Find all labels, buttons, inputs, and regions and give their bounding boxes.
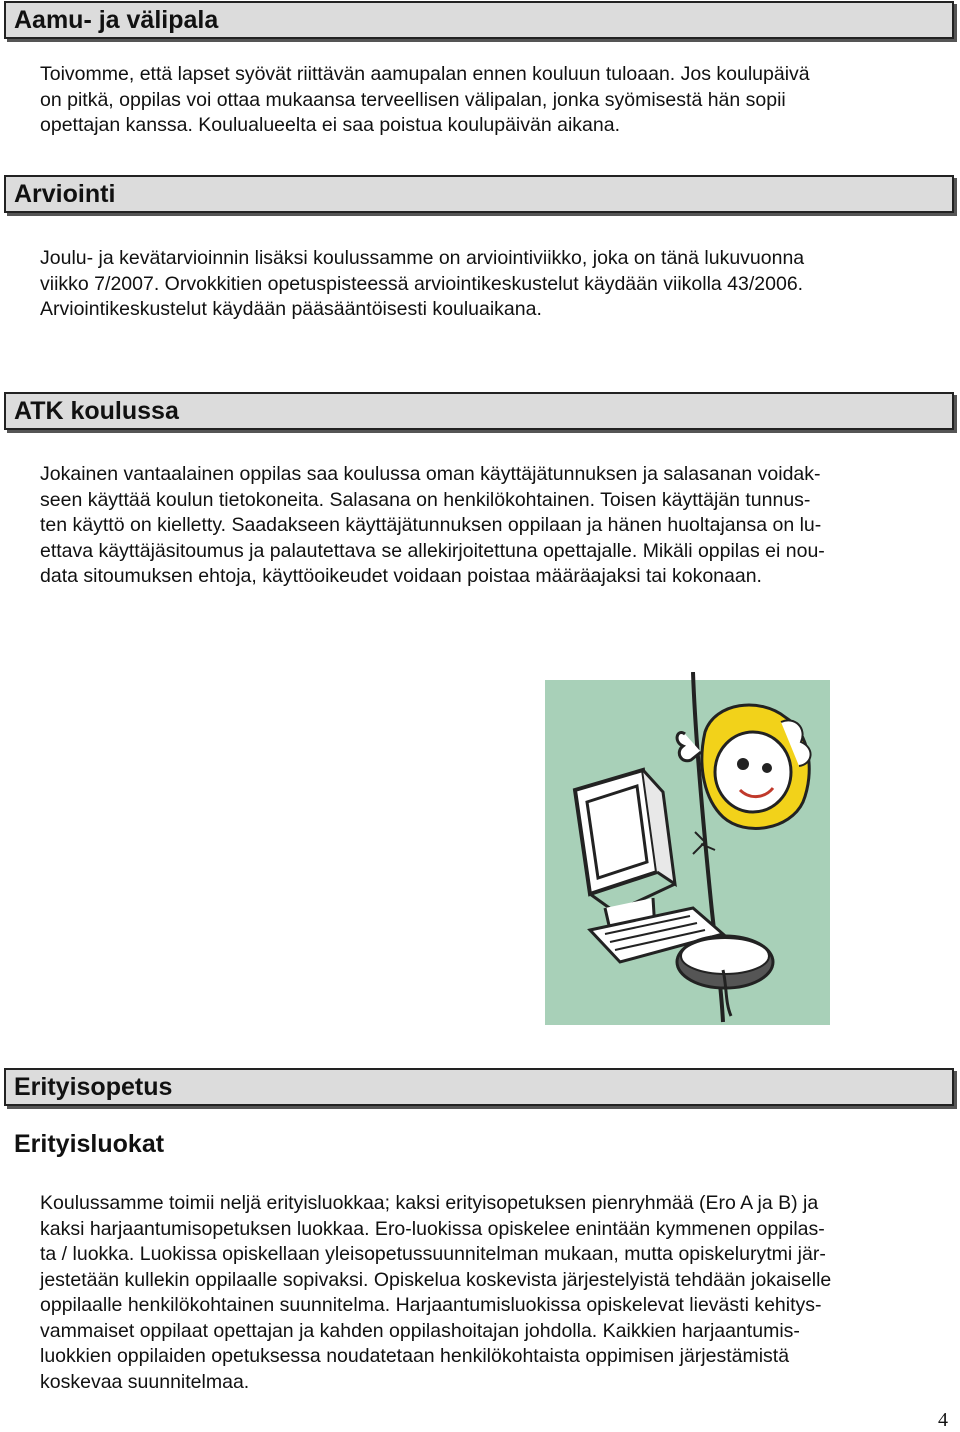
text-line: luokkien oppilaiden opetuksessa noudatetaan henkilökohtaista oppimisen järjestämistä (40, 1345, 790, 1367)
text-line: on pitkä, oppilas voi ottaa mukaansa terveellisen välipalan, jonka syömisestä hän sopii (40, 88, 786, 111)
text-line: kaksi harjaantumisopetuksen luokkaa. Ero-luokissa opiskelee enintään kymmenen oppilas- (40, 1217, 825, 1240)
text-line: viikko 7/2007. Orvokkitien opetuspisteessä arviointikeskustelut käydään viikolla 43/2006. (40, 272, 804, 295)
text-line: oppilaalle henkilökohtainen suunnitelma. Harjaantumisluokissa opiskelevat lievästi kehitys- (40, 1294, 822, 1316)
paragraph-atk (40, 462, 920, 590)
page-number: 4 (938, 1409, 948, 1431)
text-line: Arviointikeskustelut käydään pääsääntöisesti kouluaikana. (40, 298, 542, 320)
section-heading-atk: ATK koulussa (4, 392, 954, 430)
text-line: vammaiset oppilaat opettajan ja kahden oppilashoitajan johdolla. Kaikkien harjaantumis- (40, 1319, 800, 1342)
paragraph-arviointi (40, 246, 920, 323)
text-line: Joulu- ja kevätarvioinnin lisäksi koulussamme on arviointiviikko, joka on tänä lukuvuonna (40, 247, 805, 269)
paragraph-erityisopetus (40, 1191, 920, 1395)
text-line: Toivomme, että lapset syövät riittävän aamupalan ennen kouluun tuloaan. Jos koulupäivä (40, 63, 810, 85)
section-heading-arviointi: Arviointi (4, 175, 954, 213)
text-line: Jokainen vantaalainen oppilas saa koulussa oman käyttäjätunnuksen ja salasanan voidak- (40, 463, 821, 485)
text-line: ten käyttö on kielletty. Saadakseen käyttäjätunnuksen oppilaan ja hänen huoltajansa on lu- (40, 514, 822, 536)
section-heading-aamupala: Aamu- ja välipala (4, 1, 954, 39)
text-line: jestetään kullekin oppilaalle sopivaksi. Opiskelua koskevista järjestelyistä tehdään jokaiselle (40, 1268, 832, 1291)
text-line: data sitoumuksen ehtoja, käyttöoikeudet voidaan poistaa määräajaksi tai kokonaan. (40, 565, 762, 587)
paragraph-aamupala (40, 62, 920, 139)
computer-child-illustration (545, 672, 835, 1027)
child-head-icon (702, 705, 811, 828)
text-line: opettajan kanssa. Koulualueelta ei saa poistua koulupäivän aikana. (40, 114, 621, 136)
subheading-erityisluokat: Erityisluokat (14, 1130, 165, 1158)
text-line: ettava käyttäjäsitoumus ja palautettava se allekirjoitettuna opettajalle. Mikäli oppilas ei nou- (40, 539, 825, 562)
text-line: Koulussamme toimii neljä erityisluokkaa; kaksi erityisopetuksen pienryhmää (Ero A ja B) ja (40, 1192, 819, 1214)
text-line: ta / luokka. Luokissa opiskellaan yleisopetussuunnitelman mukaan, mutta opiskelurytmi jär- (40, 1243, 826, 1265)
text-line: seen käyttää koulun tietokoneita. Salasana on henkilökohtainen. Toisen käyttäjän tunnus- (40, 488, 811, 511)
text-line: koskevaa suunnitelmaa. (40, 1370, 250, 1393)
section-heading-erityisopetus: Erityisopetus (4, 1068, 954, 1106)
